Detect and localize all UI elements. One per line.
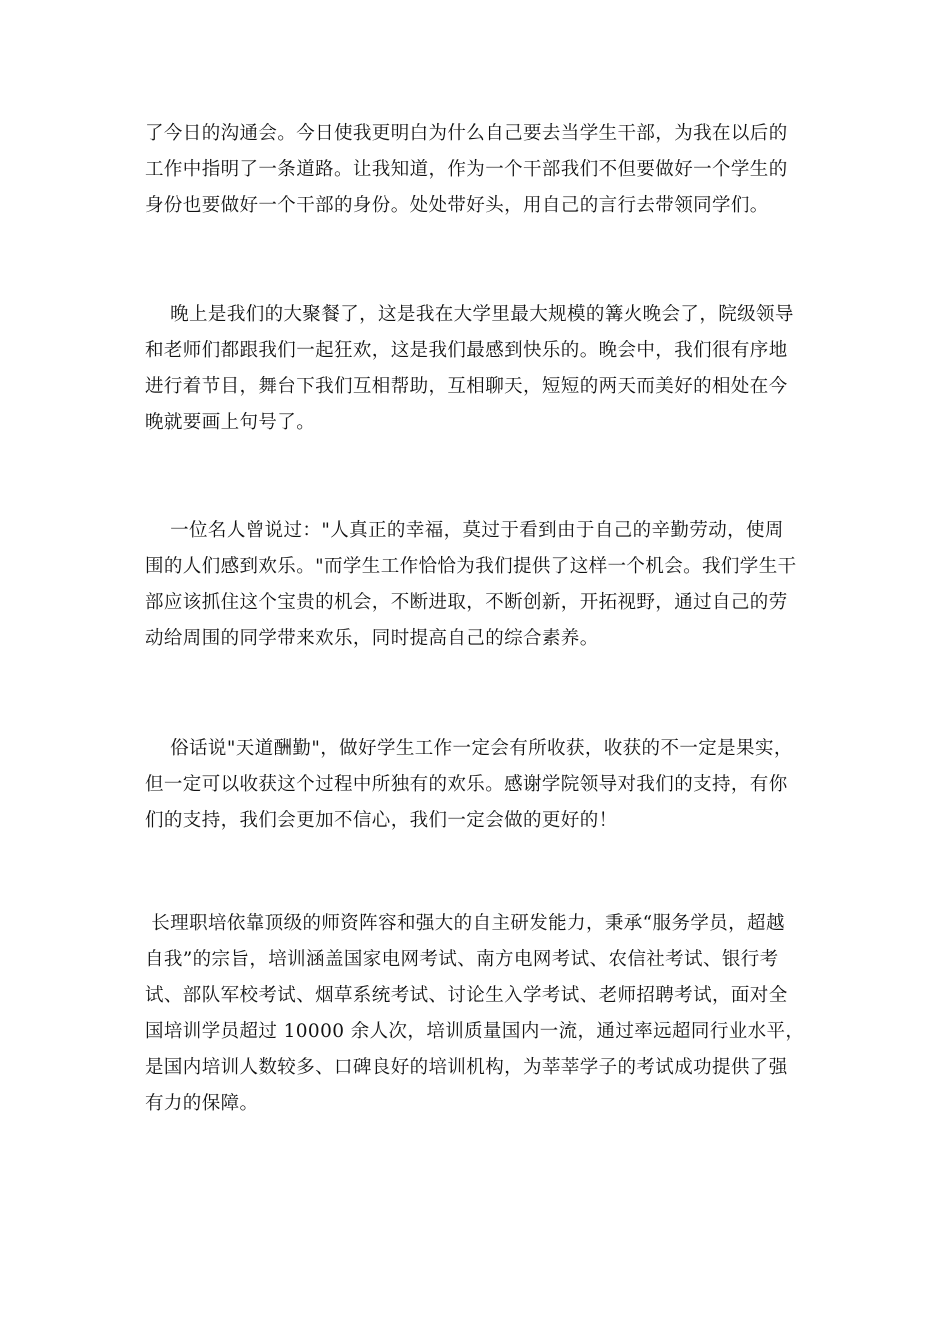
text-line: 国培训学员超过 10000 余人次，培训质量国内一流，通过率远超同行业水平， — [145, 1021, 805, 1042]
text-line: 是国内培训人数较多、口碑良好的培训机构，为莘莘学子的考试成功提供了强 — [145, 1057, 788, 1078]
text-line: 了今日的沟通会。今日使我更明白为什么自己要去当学生干部，为我在以后的 — [145, 123, 788, 144]
text-line: 自我”的宗旨，培训涵盖国家电网考试、南方电网考试、农信社考试、银行考 — [145, 949, 779, 970]
paragraph-1 — [145, 116, 810, 224]
text-line: 但一定可以收获这个过程中所独有的欢乐。感谢学院领导对我们的支持，有你 — [145, 774, 788, 795]
text-line: 晚上是我们的大聚餐了，这是我在大学里最大规模的篝火晚会了，院级领导 — [145, 304, 794, 325]
text-line: 围的人们感到欢乐。"而学生工作恰恰为我们提供了这样一个机会。我们学生干 — [145, 556, 797, 577]
text-line: 部应该抓住这个宝贵的机会，不断进取，不断创新，开拓视野，通过自己的劳 — [145, 592, 788, 613]
text-line: 一位名人曾说过："人真正的幸福，莫过于看到由于自己的辛勤劳动，使周 — [145, 520, 784, 541]
paragraph-2 — [145, 297, 810, 441]
text-line: 长理职培依靠顶级的师资阵容和强大的自主研发能力，秉承“服务学员，超越 — [145, 913, 785, 934]
text-line: 和老师们都跟我们一起狂欢，这是我们最感到快乐的。晚会中，我们很有序地 — [145, 340, 788, 361]
text-line: 进行着节目，舞台下我们互相帮助，互相聊天，短短的两天而美好的相处在今 — [145, 376, 788, 397]
text-line: 晚就要画上句号了。 — [145, 412, 316, 433]
paragraph-3 — [145, 513, 810, 657]
text-line: 试、部队军校考试、烟草系统考试、讨论生入学考试、老师招聘考试，面对全 — [145, 985, 788, 1006]
paragraph-5 — [145, 906, 810, 1122]
paragraph-4 — [145, 731, 810, 839]
text-line: 身份也要做好一个干部的身份。处处带好头，用自己的言行去带领同学们。 — [145, 195, 769, 216]
text-line: 动给周围的同学带来欢乐，同时提高自己的综合素养。 — [145, 628, 599, 649]
text-line: 有力的保障。 — [145, 1093, 259, 1114]
text-line: 俗话说"天道酬勤"，做好学生工作一定会有所收获，收获的不一定是果实， — [145, 738, 793, 759]
text-line: 工作中指明了一条道路。让我知道，作为一个干部我们不但要做好一个学生的 — [145, 159, 788, 180]
text-line: 们的支持，我们会更加不信心，我们一定会做的更好的！ — [145, 810, 618, 831]
